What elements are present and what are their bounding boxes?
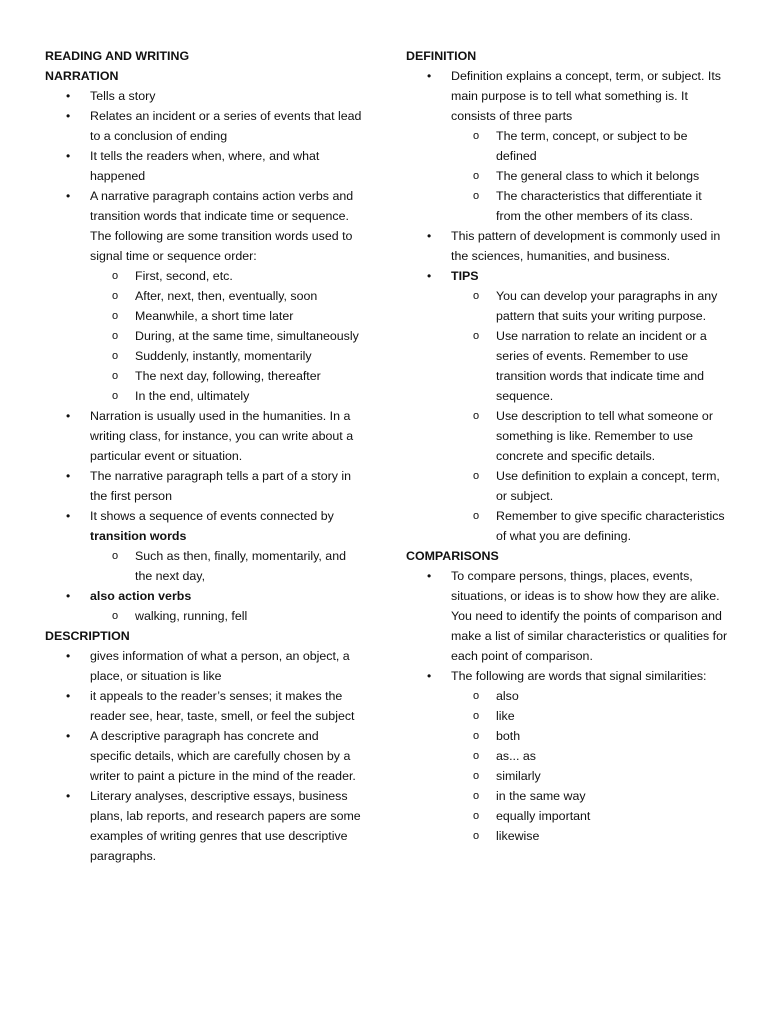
transition-words-term: transition words <box>90 529 187 543</box>
transition-words-list <box>90 266 363 406</box>
list-item: o You can develop your paragraphs in any pattern that suits your writing purpose. <box>496 286 728 326</box>
list-item: o equally important <box>496 806 728 826</box>
list-item: o The characteristics that differentiate it from the other members of its class. <box>496 186 728 226</box>
list-item: o likewise <box>496 826 728 846</box>
comparisons-bullet: • To compare persons, things, places, events, situations, or ideas is to show how they are alike. You need to identify the points of comparison and make a list of similar characteristics or qualities for each point of comparison. <box>451 566 728 666</box>
list-item: o Use definition to explain a concept, term, or subject. <box>496 466 728 506</box>
comparisons-list <box>406 566 728 846</box>
tips-list <box>451 286 728 546</box>
definition-bullet-text: Definition explains a concept, term, or subject. Its main purpose is to tell what something is. It consists of three parts <box>451 69 721 123</box>
narration-bullet: • Relates an incident or a series of events that lead to a conclusion of ending <box>90 106 363 146</box>
list-item: o Remember to give specific characteristics of what you are defining. <box>496 506 728 546</box>
list-item: o After, next, then, eventually, soon <box>135 286 363 306</box>
narration-bullet <box>90 506 363 586</box>
action-verbs-term: also action verbs <box>90 589 192 603</box>
narration-bullet-text: It shows a sequence of events connected by <box>90 509 334 523</box>
narration-bullet <box>90 586 363 626</box>
similarity-words-list <box>451 686 728 846</box>
list-item: o similarly <box>496 766 728 786</box>
definition-bullet: • This pattern of development is commonly used in the sciences, humanities, and business. <box>451 226 728 266</box>
narration-bullet: • The narrative paragraph tells a part of a story in the first person <box>90 466 363 506</box>
definition-heading: DEFINITION <box>406 49 477 63</box>
comparisons-bullet <box>451 666 728 846</box>
right-column <box>406 46 728 846</box>
list-item: o in the same way <box>496 786 728 806</box>
narration-list <box>45 86 363 626</box>
description-bullet: • it appeals to the reader’s senses; it makes the reader see, hear, taste, smell, or feel the subject <box>90 686 363 726</box>
description-bullet: • Literary analyses, descriptive essays, business plans, lab reports, and research papers are some examples of writing genres that use descriptive paragraphs. <box>90 786 363 866</box>
list-item: o First, second, etc. <box>135 266 363 286</box>
list-item: o Use description to tell what someone or something is like. Remember to use concrete and specific details. <box>496 406 728 466</box>
description-bullet: • A descriptive paragraph has concrete and specific details, which are carefully chosen by a writer to paint a picture in the mind of the reader. <box>90 726 363 786</box>
definition-parts-list <box>451 126 728 226</box>
narration-bullet: • Tells a story <box>90 86 363 106</box>
list-item: o The next day, following, thereafter <box>135 366 363 386</box>
list-item: o Suddenly, instantly, momentarily <box>135 346 363 366</box>
comparisons-heading: COMPARISONS <box>406 549 499 563</box>
narration-bullet: • It tells the readers when, where, and what happened <box>90 146 363 186</box>
description-list <box>45 646 363 866</box>
list-item: o Such as then, finally, momentarily, and the next day, <box>135 546 363 586</box>
narration-heading: NARRATION <box>45 69 119 83</box>
description-heading: DESCRIPTION <box>45 629 130 643</box>
sub-list <box>90 606 363 626</box>
left-column <box>45 46 363 866</box>
narration-bullet <box>90 186 363 406</box>
sub-list <box>90 546 363 586</box>
tips-label: TIPS <box>451 269 479 283</box>
list-item: o as... as <box>496 746 728 766</box>
document-title: READING AND WRITING <box>45 49 190 63</box>
list-item: o also <box>496 686 728 706</box>
list-item: o like <box>496 706 728 726</box>
definition-bullet <box>451 66 728 226</box>
narration-bullet-text: A narrative paragraph contains action verbs and transition words that indicate time or sequence. The following are some transition words used to signal time or sequence order: <box>90 189 354 263</box>
comparisons-bullet-text: The following are words that signal similarities: <box>451 669 707 683</box>
list-item: o walking, running, fell <box>135 606 363 626</box>
narration-bullet: • Narration is usually used in the humanities. In a writing class, for instance, you can write about a particular event or situation. <box>90 406 363 466</box>
list-item: o The term, concept, or subject to be defined <box>496 126 728 166</box>
list-item: o Meanwhile, a short time later <box>135 306 363 326</box>
tips-bullet <box>451 266 728 546</box>
list-item: o both <box>496 726 728 746</box>
list-item: o In the end, ultimately <box>135 386 363 406</box>
list-item: o During, at the same time, simultaneously <box>135 326 363 346</box>
list-item: o Use narration to relate an incident or a series of events. Remember to use transition words that indicate time and sequence. <box>496 326 728 406</box>
definition-list <box>406 66 728 546</box>
list-item: o The general class to which it belongs <box>496 166 728 186</box>
description-bullet: • gives information of what a person, an object, a place, or situation is like <box>90 646 363 686</box>
